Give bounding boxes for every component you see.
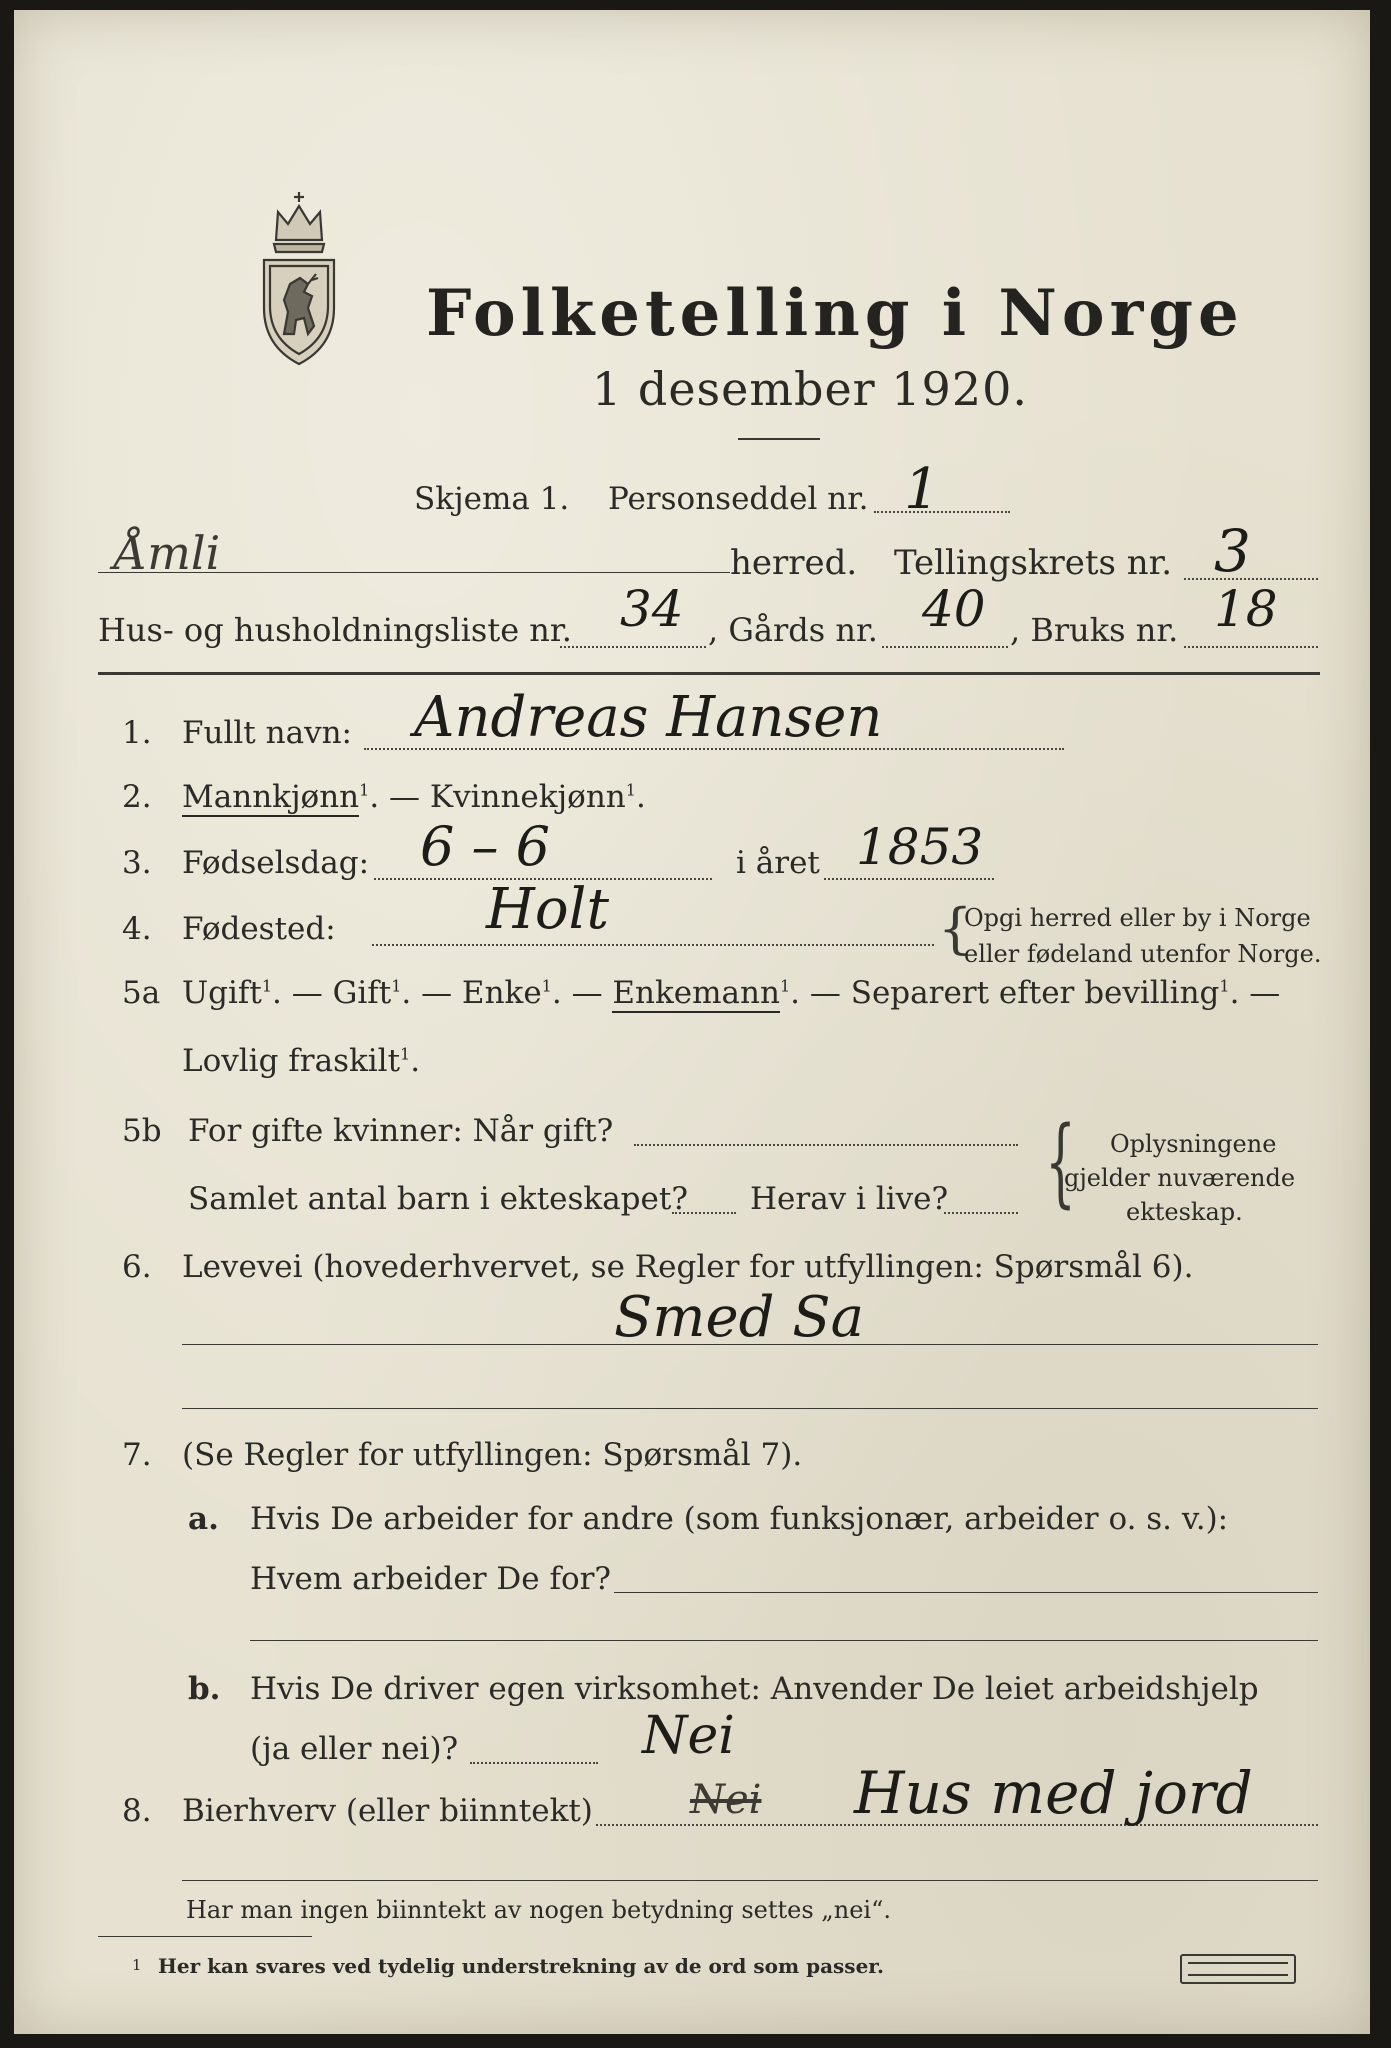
q5a-sup-3: 1 — [541, 976, 552, 996]
q2-kvinne[interactable]: Kvinnekjønn — [429, 779, 626, 815]
q5b-note-3: ekteskap. — [1126, 1198, 1243, 1226]
gards-line — [882, 646, 1008, 648]
q7a-number: a. — [188, 1501, 219, 1537]
q5a-sup-1: 1 — [261, 976, 273, 996]
q8-separator — [182, 1880, 1318, 1881]
footnote-text: Her kan svares ved tydelig understrekning av de ord som passer. — [158, 1954, 884, 1978]
q5a-enkemann[interactable]: Enkemann — [612, 975, 780, 1011]
q4-note-2: eller fødeland utenfor Norge. — [964, 940, 1322, 968]
form-title: Folketelling i Norge — [426, 276, 1244, 351]
personseddel-label: Personseddel nr. — [608, 481, 869, 517]
q5a-line2 — [182, 1043, 421, 1079]
census-date: 1 desember 1920. — [592, 362, 1028, 416]
bruks-label: , Bruks nr. — [1010, 611, 1179, 649]
q5a-gift[interactable]: . — Gift — [272, 975, 392, 1011]
personseddel-line — [874, 511, 1010, 513]
hus-line — [560, 646, 706, 648]
q7b-line — [470, 1762, 598, 1764]
q8-value: Hus med jord — [854, 1759, 1253, 1827]
q1-number: 1. — [122, 715, 152, 751]
q4-brace: { — [938, 897, 973, 960]
herred-value: Åmli — [114, 526, 221, 580]
q2-end: . — [635, 779, 646, 815]
q4-number: 4. — [122, 911, 152, 947]
q2-mann[interactable]: Mannkjønn — [182, 779, 360, 815]
hus-value: 34 — [620, 580, 684, 638]
bruks-line — [1184, 646, 1318, 648]
q5a-sup-4: 1 — [779, 976, 791, 996]
header-separator — [98, 672, 1320, 675]
q5a-sup-6: 1 — [400, 1044, 411, 1064]
schema-label: Skjema 1. — [414, 481, 570, 517]
printer-stamp-inner — [1188, 1962, 1288, 1976]
gards-value: 40 — [922, 580, 986, 638]
q7a-line-2 — [250, 1640, 1318, 1641]
q5a-sep: . — — [551, 975, 613, 1011]
footnote-number: 1 — [132, 1956, 142, 1974]
q5b-note-2: gjelder nuværende — [1064, 1164, 1296, 1192]
printer-stamp — [1180, 1954, 1296, 1984]
q1-value: Andreas Hansen — [414, 685, 883, 750]
q5a-options — [182, 975, 1281, 1011]
q7a-line-1 — [614, 1592, 1318, 1593]
footnote-divider — [98, 1936, 312, 1937]
census-form-page — [14, 10, 1370, 2034]
q4-label: Fødested: — [182, 911, 336, 947]
q3-year-line — [824, 878, 994, 880]
q5b-brace: { — [1045, 1106, 1076, 1218]
q5a-sup-5: 1 — [1219, 976, 1230, 996]
personseddel-value: 1 — [904, 457, 940, 522]
q5a-enke[interactable]: . — Enke — [401, 975, 542, 1011]
q5b-line-1 — [634, 1144, 1018, 1146]
q5b-line-2 — [672, 1212, 736, 1214]
q7a-label-1: Hvis De arbeider for andre (som funksjonær, arbeider o. s. v.): — [250, 1501, 1229, 1537]
q7b-number: b. — [188, 1671, 221, 1707]
q5a-fraskilt[interactable]: Lovlig fraskilt — [182, 1043, 401, 1079]
gards-label: , Gårds nr. — [708, 611, 878, 649]
q5b-line-3 — [944, 1212, 1018, 1214]
q7-label: (Se Regler for utfyllingen: Spørsmål 7). — [182, 1437, 803, 1473]
tellingskrets-value: 3 — [1214, 517, 1251, 585]
footer-note: Har man ingen biinntekt av nogen betydning settes „nei“. — [186, 1896, 891, 1924]
q5a-separert[interactable]: . — Separert efter bevilling — [790, 975, 1220, 1011]
q2-sep: . — — [369, 779, 430, 815]
q2-mann-sup: 1 — [359, 780, 370, 800]
q2-kvinne-sup: 1 — [625, 780, 636, 800]
q1-label: Fullt navn: — [182, 715, 352, 751]
q3-year-value: 1853 — [856, 818, 984, 876]
q5b-number: 5b — [122, 1113, 162, 1149]
q8-label: Bierhverv (eller biinntekt) — [182, 1793, 593, 1829]
q6-value: Smed Sa — [614, 1285, 865, 1350]
q5a-sup-2: 1 — [391, 976, 402, 996]
q7a-label-2: Hvem arbeider De for? — [250, 1561, 612, 1597]
q5a-end: . — — [1229, 975, 1281, 1011]
q7b-value: Nei — [642, 1706, 735, 1766]
q7b-label-1: Hvis De driver egen virksomhet: Anvender De leiet arbeidshjelp — [250, 1671, 1259, 1707]
q5b-label-2: Samlet antal barn i ekteskapet? — [188, 1181, 688, 1217]
q2-options — [182, 779, 646, 815]
q4-value: Holt — [486, 877, 609, 942]
herred-label: herred. — [730, 543, 858, 583]
q7b-label-2: (ja eller nei)? — [250, 1731, 459, 1767]
q5a-number: 5a — [122, 975, 161, 1011]
q5b-note-1: Oplysningene — [1110, 1130, 1277, 1158]
q5a-ugift[interactable]: Ugift — [182, 975, 262, 1011]
q3-value: 6 – 6 — [420, 815, 551, 878]
tellingskrets-label: Tellingskrets nr. — [894, 543, 1173, 583]
q3-year-label: i året — [736, 845, 820, 881]
q3-number: 3. — [122, 845, 152, 881]
q4-line — [372, 944, 934, 946]
q6-line-1 — [182, 1344, 1318, 1345]
q3-label: Fødselsdag: — [182, 845, 370, 881]
q5b-label-1: For gifte kvinner: Når gift? — [188, 1113, 614, 1149]
norway-coat-of-arms-icon — [254, 188, 344, 368]
q8-number: 8. — [122, 1793, 152, 1829]
q4-note-1: Opgi herred eller by i Norge — [964, 904, 1311, 932]
bruks-value: 18 — [1214, 580, 1278, 638]
title-divider — [738, 438, 820, 440]
hus-label: Hus- og husholdningsliste nr. — [98, 611, 572, 649]
q5b-label-3: Herav i live? — [750, 1181, 949, 1217]
q2-number: 2. — [122, 779, 152, 815]
q5a-line2-end: . — [410, 1043, 421, 1079]
q7-number: 7. — [122, 1437, 152, 1473]
q8-struck-value: Nei — [690, 1777, 762, 1823]
q6-line-2 — [182, 1408, 1318, 1409]
q6-number: 6. — [122, 1249, 152, 1285]
q6-label: Levevei (hovederhvervet, se Regler for utfyllingen: Spørsmål 6). — [182, 1249, 1194, 1285]
